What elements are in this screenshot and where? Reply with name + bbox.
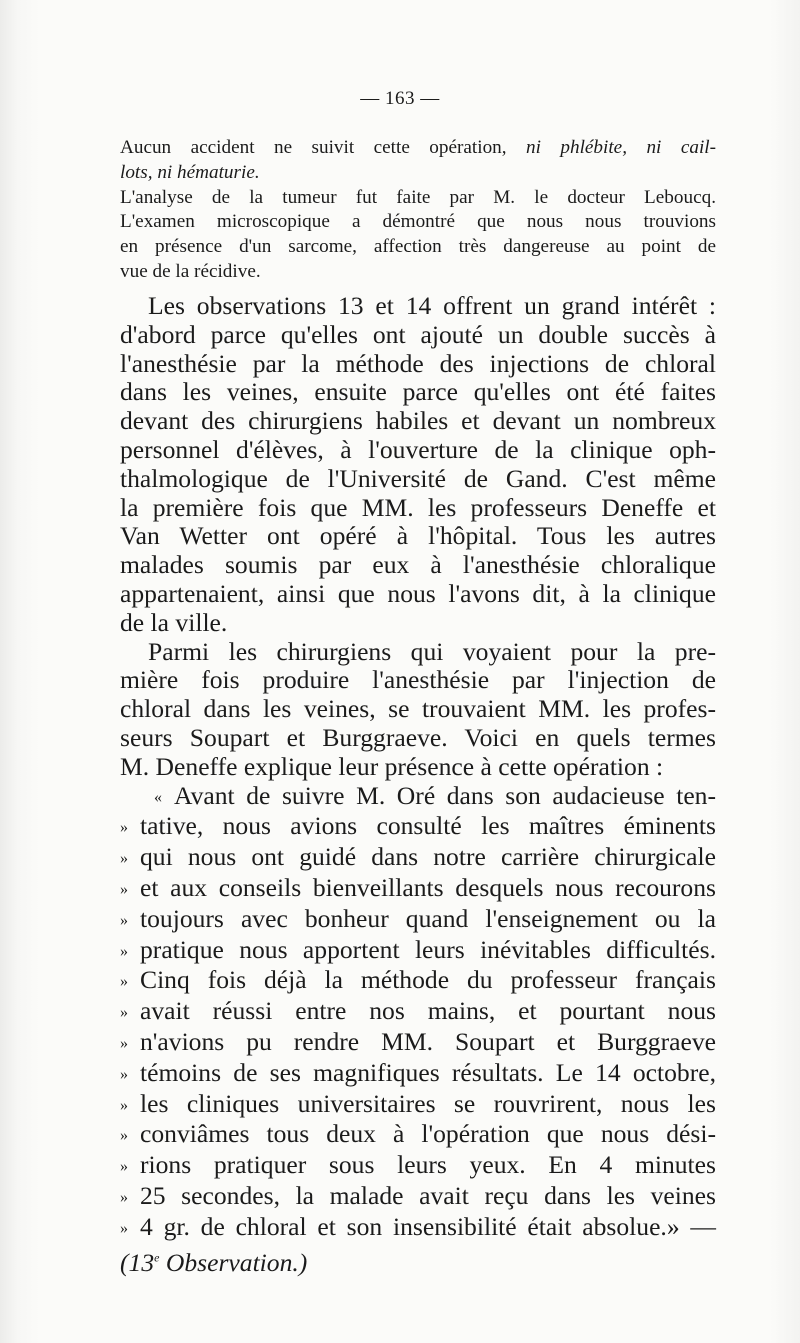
quote-text: Avant de suivre M. Oré dans son audacieuse ten-: [174, 780, 716, 810]
quote-mark: »: [120, 973, 128, 991]
quote-text: n'avions pu rendre MM. Soupart et Burggraeve: [140, 1026, 716, 1056]
text-line: la première fois que MM. les professeurs Deneffe et: [120, 492, 716, 522]
text-line: de la ville.: [120, 607, 228, 637]
quote-mark: »: [120, 850, 128, 868]
quote-line: [120, 874, 716, 905]
quote-mark: »: [120, 1004, 128, 1022]
quote-text: les cliniques universitaires se rouvrirent, nous les: [140, 1088, 716, 1118]
text-line: appartenaient, ainsi que nous l'avons dit, à la clinique: [120, 578, 716, 608]
quote-text: Cinq fois déjà la méthode du professeur français: [140, 965, 716, 995]
note-line: en présence d'un sarcome, affection très dangereuse au point de: [120, 236, 716, 258]
note-line: L'analyse de la tumeur fut faite par M. le docteur Leboucq.: [120, 186, 716, 208]
quote-text: pratique nous apportent leurs inévitables difficultés.: [140, 934, 716, 964]
quote-mark: »: [120, 1188, 128, 1206]
text-line: Parmi les chirurgiens qui voyaient pour la pre-: [148, 636, 716, 666]
text-line: Van Wetter ont opéré à l'hôpital. Tous les autres: [120, 521, 716, 551]
quote-text: conviâmes tous deux à l'opération que nous dési-: [140, 1119, 716, 1149]
quote-line: [120, 843, 716, 874]
text-line: malades soumis par eux à l'anesthésie chloralique: [120, 550, 716, 580]
citation: [120, 1244, 716, 1278]
note-text: Aucun accident ne suivit cette opération,: [120, 137, 527, 158]
quote-mark: »: [120, 942, 128, 960]
quote-text: qui nous ont guidé dans notre carrière chirurgicale: [140, 842, 716, 872]
text-line: chloral dans les veines, se trouvaient MM. les profes-: [120, 694, 716, 724]
note-line: [120, 136, 716, 161]
page-number: — 163 —: [360, 88, 440, 109]
quote-line: [120, 966, 716, 997]
quote-line: [120, 1213, 716, 1244]
text-line: seurs Soupart et Burggraeve. Voici en quels termes: [120, 722, 716, 752]
quote-line: [120, 1028, 716, 1059]
text-line: mière fois produire l'anesthésie par l'injection de: [120, 665, 716, 695]
quote-text: avait réussi entre nos mains, et pourtant nous: [140, 996, 716, 1026]
text-line: Les observations 13 et 14 offrent un grand intérêt :: [148, 291, 716, 320]
quote-line: [120, 1182, 716, 1213]
quote-line: [120, 905, 716, 936]
quote-open-mark: «: [154, 788, 162, 806]
quote-text: 25 secondes, la malade avait reçu dans les veines: [140, 1180, 716, 1210]
quote-mark: »: [120, 1096, 128, 1114]
note-line: vue de la récidive.: [120, 260, 261, 282]
note-line: L'examen microscopique a démontré que nous nous trouvions: [120, 211, 716, 233]
text-line: M. Deneffe explique leur présence à cette opération :: [120, 751, 664, 781]
quote-mark: »: [120, 1127, 128, 1145]
citation-superscript: e: [154, 1250, 160, 1265]
quote-text: 4 gr. de chloral et son insensibilité était absolue.» —: [140, 1211, 716, 1241]
text-line: l'anesthésie par la méthode des injections de chloral: [120, 348, 716, 378]
body-text: [120, 292, 716, 1278]
text-line: d'abord parce qu'elles ont ajouté un double succès à: [120, 319, 716, 349]
note-line: [120, 161, 716, 186]
note-italic: lots, ni hématurie.: [120, 161, 260, 183]
citation-text: Observation.): [159, 1248, 308, 1278]
quote-mark: »: [120, 1158, 128, 1176]
quote-text: témoins de ses magnifiques résultats. Le 14 octobre,: [140, 1057, 716, 1087]
quote-line: [120, 936, 716, 967]
text-line: personnel d'élèves, à l'ouverture de la clinique oph-: [120, 434, 716, 464]
text-line: dans les veines, ensuite parce qu'elles ont été faites: [120, 377, 716, 407]
quote-mark: »: [120, 1065, 128, 1083]
quote-line: [120, 997, 716, 1028]
quote-line: [120, 1151, 716, 1182]
quote-text: tative, nous avions consulté les maîtres éminents: [140, 811, 716, 841]
quote-mark: »: [120, 819, 128, 837]
quote-line: [120, 782, 716, 813]
text-line: thalmologique de l'Université de Gand. C'est même: [120, 463, 716, 493]
citation-number: 13: [128, 1248, 155, 1278]
small-print-note: [120, 136, 716, 285]
quote-line: [120, 812, 716, 843]
quote-mark: »: [120, 880, 128, 898]
text-line: devant des chirurgiens habiles et devant un nombreux: [120, 406, 716, 436]
quote-line: [120, 1059, 716, 1090]
quote-mark: »: [120, 1034, 128, 1052]
quote-mark: »: [120, 911, 128, 929]
quote-lines: [120, 812, 716, 1212]
quote-text: toujours avec bonheur quand l'enseignement ou la: [140, 903, 716, 933]
citation-paren: (: [120, 1248, 129, 1278]
note-italic: ni phlébite, ni cail-: [526, 137, 716, 158]
quote-text: et aux conseils bienveillants desquels nous recourons: [140, 872, 716, 902]
quote-line: [120, 1090, 716, 1121]
quote-mark: »: [120, 1219, 128, 1237]
quote-line: [120, 1120, 716, 1151]
quote-text: rions pratiquer sous leurs yeux. En 4 minutes: [140, 1150, 716, 1180]
